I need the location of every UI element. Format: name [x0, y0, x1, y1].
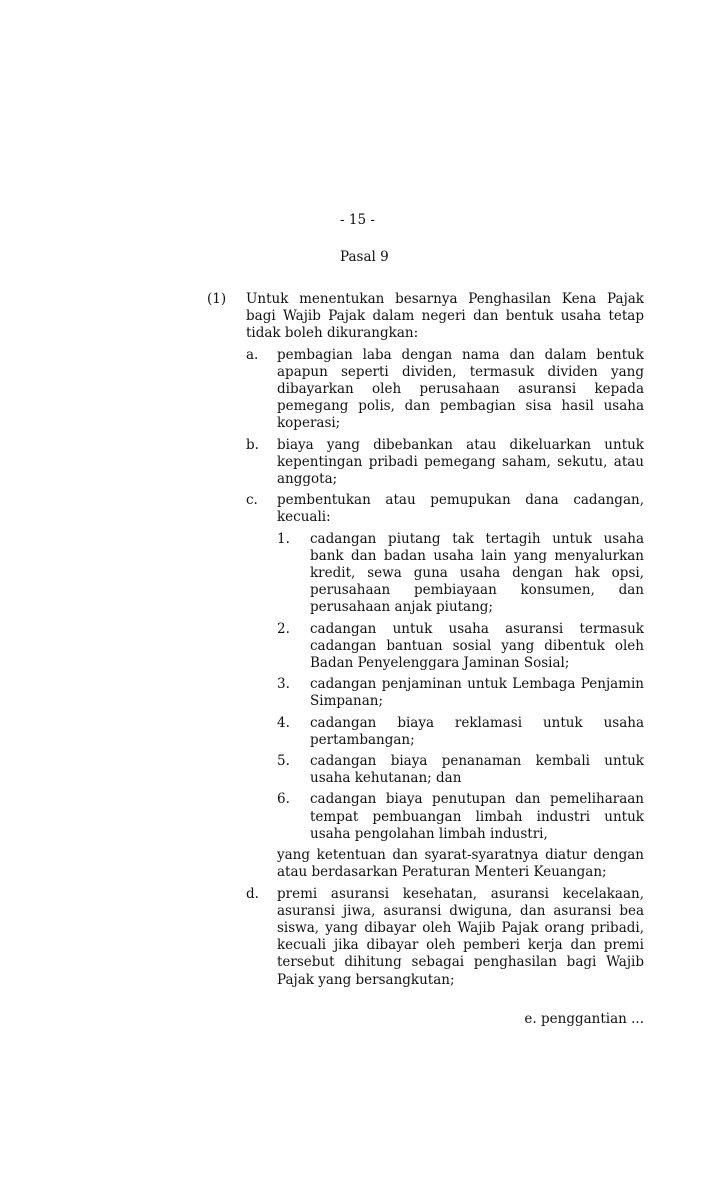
sub-item-text: cadangan penjaminan untuk Lembaga Penjamin Simpanan; [310, 676, 644, 710]
sub-item-marker: 3. [277, 676, 290, 693]
item-text: pembagian laba dengan nama dan dalam bentuk apapun seperti dividen, termasuk dividen yang dibayarkan oleh perusahaan asuransi kepada pemegang polis, dan pembagian sisa hasil usaha koperasi; [277, 346, 644, 432]
sub-item-5 [277, 753, 644, 787]
sub-item-marker: 4. [277, 714, 290, 731]
sub-item-text: cadangan untuk usaha asuransi termasuk cadangan bantuan sosial yang dibentuk oleh Badan Penyelenggara Jaminan Sosial; [310, 620, 644, 672]
sub-item-marker: 1. [277, 530, 290, 547]
list-item-a [246, 347, 644, 433]
pasal-title: Pasal 9 [340, 249, 389, 265]
item-content [277, 492, 644, 881]
sub-item-4 [277, 715, 644, 749]
item-marker: b. [246, 436, 259, 453]
sub-item-2 [277, 621, 644, 673]
sub-item-3 [277, 676, 644, 710]
page-number: - 15 - [340, 212, 375, 228]
list-item-c [246, 492, 644, 881]
item-marker: c. [246, 492, 258, 509]
item-marker: a. [246, 346, 259, 363]
ayat-intro-text: Untuk menentukan besarnya Penghasilan Kena Pajak bagi Wajib Pajak dalam negeri dan bentuk usaha tetap tidak boleh dikurangkan: [246, 291, 644, 342]
item-text: pembentukan atau pemupukan dana cadangan, kecuali: [277, 492, 644, 526]
sub-item-1 [277, 531, 644, 617]
item-text: biaya yang dibebankan atau dikeluarkan untuk kepentingan pribadi pemegang saham, sekutu, atau anggota; [277, 436, 644, 488]
ayat-intro-row [207, 291, 644, 989]
sub-item-text: cadangan piutang tak tertagih untuk usaha bank dan badan usaha lain yang menyalurkan kredit, sewa guna usaha dengan hak opsi, perusahaan pembiayaan konsumen, dan perusahaan anjak piutang; [310, 530, 644, 616]
sub-item-marker: 6. [277, 791, 290, 808]
ayat-1 [207, 291, 644, 989]
item-text: premi asuransi kesehatan, asuransi kecelakaan, asuransi jiwa, asuransi dwiguna, dan asuransi bea siswa, yang dibayar oleh Wajib Pajak orang pribadi, kecuali jika dibayar oleh pemberi kerja dan premi tersebut dihitung sebagai penghasilan bagi Wajib Pajak yang bersangkutan; [277, 885, 644, 988]
item-c-closing-text: yang ketentuan dan syarat-syaratnya diatur dengan atau berdasarkan Peraturan Menteri Keuangan; [277, 847, 644, 881]
sub-item-text: cadangan biaya penutupan dan pemeliharaan tempat pembuangan limbah industri untuk usaha pengolahan limbah industri, [310, 791, 644, 842]
ayat-content [246, 291, 644, 989]
list-item-d [246, 886, 644, 989]
sub-item-6 [277, 791, 644, 843]
sub-item-text: cadangan biaya penanaman kembali untuk usaha kehutanan; dan [310, 753, 644, 787]
list-item-b [246, 437, 644, 489]
ayat-marker: (1) [207, 291, 227, 307]
sub-item-marker: 2. [277, 620, 290, 637]
item-marker: d. [246, 885, 259, 902]
sub-item-text: cadangan biaya reklamasi untuk usaha pertambangan; [310, 714, 644, 748]
continuation-text: e. penggantian ... [524, 1011, 644, 1027]
sub-item-marker: 5. [277, 753, 290, 770]
